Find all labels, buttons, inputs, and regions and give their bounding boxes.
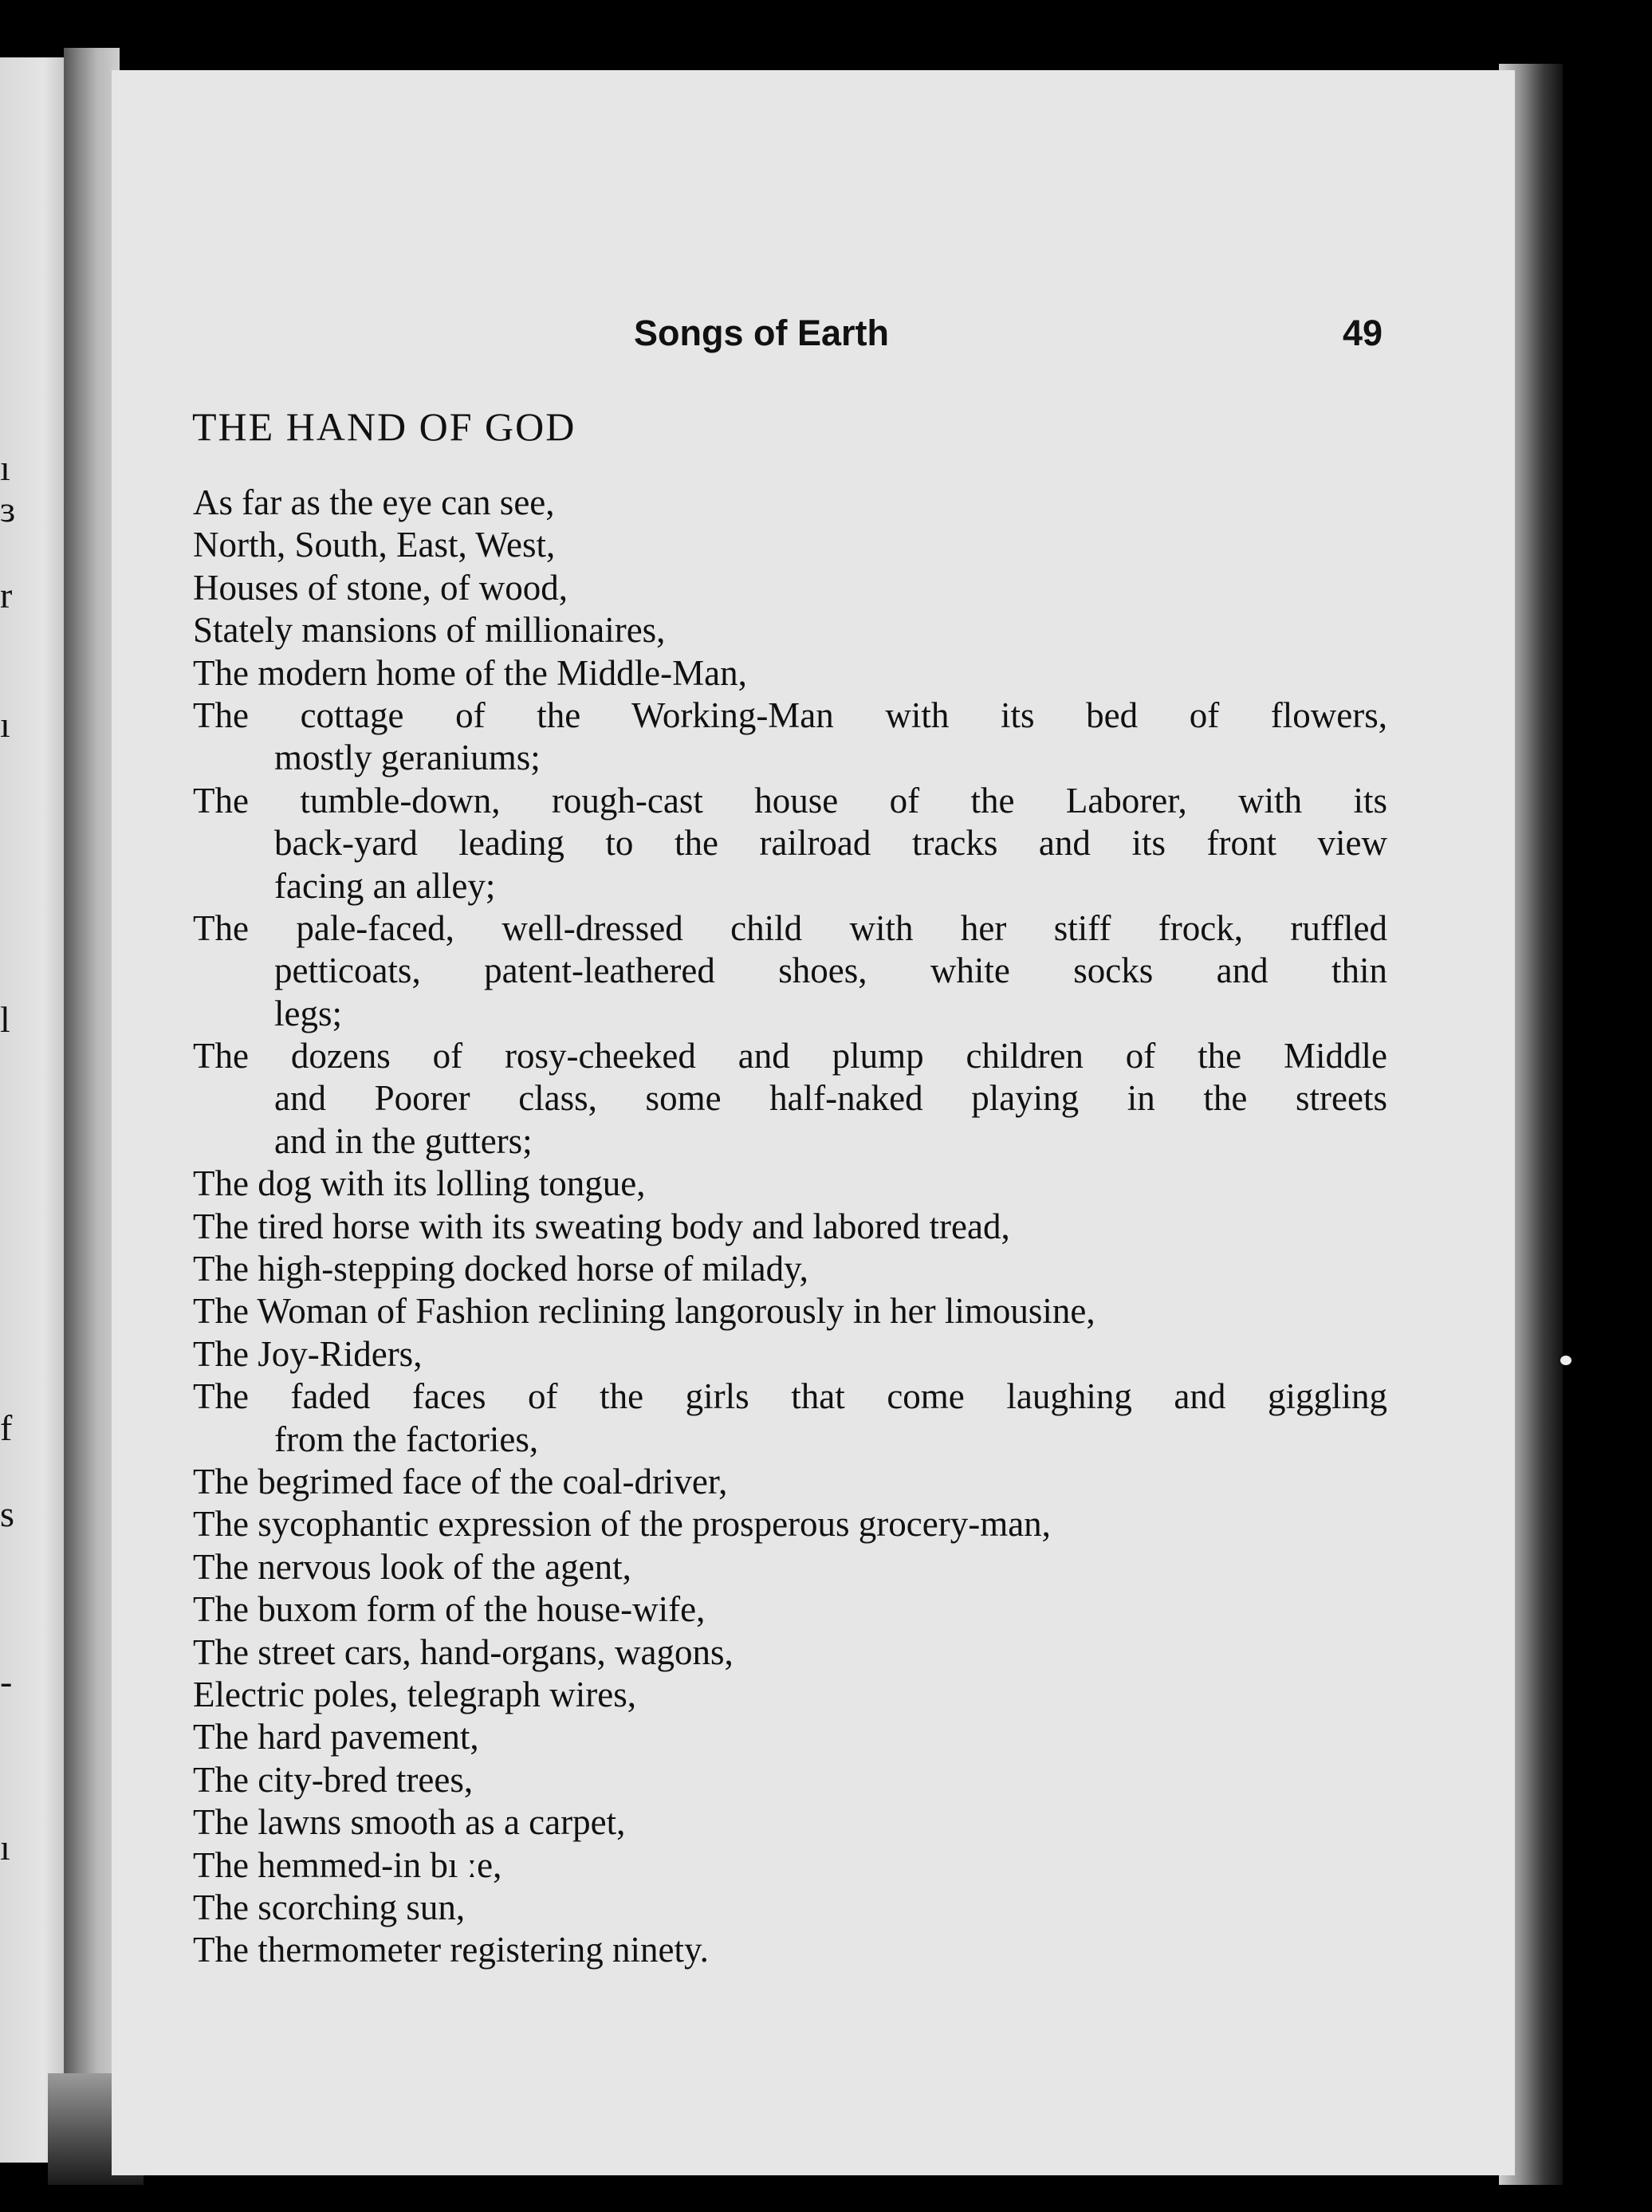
- poem-line: The hemmed-in bı ːe,: [193, 1844, 502, 1885]
- poem-line: North, South, East, West,: [193, 525, 556, 565]
- left-page-glyph: -: [0, 1661, 13, 1702]
- poem-line: As far as the eye can see,: [193, 482, 555, 522]
- page-number: 49: [1343, 313, 1383, 353]
- scan-speck: [1560, 1356, 1571, 1365]
- poem-line: The tired horse with its sweating body and labored tread,: [193, 1206, 1010, 1246]
- poem-line: The sycophantic expression of the prosperous grocery-man,: [193, 1504, 1051, 1545]
- running-header-title: Songs of Earth: [634, 313, 890, 353]
- poem-line-continuation: legs;: [274, 993, 342, 1033]
- left-page-glyph: l: [0, 999, 10, 1040]
- poem-line: The pale-faced, well-dressed child with her stiff frock, ruffled: [193, 907, 1387, 948]
- poem-line: The scorching sun,: [193, 1887, 466, 1927]
- left-page-glyph: ı: [0, 704, 10, 745]
- poem-line: The dozens of rosy-cheeked and plump children of the Middle: [193, 1036, 1387, 1076]
- left-page-glyph: r: [0, 575, 13, 616]
- poem-title: THE HAND OF GOD: [192, 404, 576, 449]
- poem-line-continuation: petticoats, patent-leathered shoes, white socks and thin: [274, 951, 1387, 991]
- poem-line: The hard pavement,: [193, 1717, 479, 1757]
- poem-line: The nervous look of the agent,: [193, 1546, 631, 1587]
- poem-line: The cottage of the Working-Man with its bed of flowers,: [193, 695, 1387, 735]
- poem-line-continuation: and Poorer class, some half-naked playing in the streets: [274, 1078, 1387, 1119]
- poem-line: The Joy-Riders,: [193, 1333, 423, 1374]
- poem-line-continuation: back-yard leading to the railroad tracks and its front view: [274, 823, 1387, 864]
- poem-line-continuation: from the factories,: [274, 1419, 539, 1459]
- poem-line: The thermometer registering ninety.: [193, 1930, 709, 1970]
- poem-line: The tumble-down, rough-cast house of the Laborer, with its: [193, 780, 1387, 821]
- left-page-glyph: ı: [0, 1827, 10, 1868]
- poem-line: The lawns smooth as a carpet,: [193, 1802, 626, 1843]
- poem-line: The Woman of Fashion reclining langorously in her limousine,: [193, 1291, 1095, 1332]
- poem-line: The high-stepping docked horse of milady,: [193, 1249, 808, 1289]
- poem-line: The faded faces of the girls that come laughing and giggling: [193, 1376, 1387, 1417]
- poem-line: The modern home of the Middle-Man,: [193, 652, 747, 693]
- poem-line: Electric poles, telegraph wires,: [193, 1674, 637, 1714]
- left-page-fragment: [0, 57, 73, 2163]
- left-page-glyph: ı: [0, 447, 10, 488]
- poem-line: The buxom form of the house-wife,: [193, 1589, 706, 1630]
- poem-line-continuation: and in the gutters;: [274, 1120, 533, 1161]
- poem-line-continuation: mostly geraniums;: [274, 738, 541, 778]
- poem-line: Houses of stone, of wood,: [193, 567, 568, 608]
- poem-line: The dog with its lolling tongue,: [193, 1163, 646, 1204]
- poem-line: The begrimed face of the coal-driver,: [193, 1461, 728, 1502]
- poem-body: [193, 482, 1387, 1972]
- left-page-cropped-text: [0, 57, 32, 2163]
- left-page-glyph: f: [0, 1407, 13, 1448]
- left-page-glyph: s: [0, 1494, 14, 1534]
- poem-line: The street cars, hand-organs, wagons,: [193, 1631, 734, 1672]
- poem-line: Stately mansions of millionaires,: [193, 610, 666, 651]
- poem-line: The city-bred trees,: [193, 1759, 474, 1800]
- left-page-glyph: ɜ: [0, 489, 16, 529]
- poem-line-continuation: facing an alley;: [274, 865, 496, 906]
